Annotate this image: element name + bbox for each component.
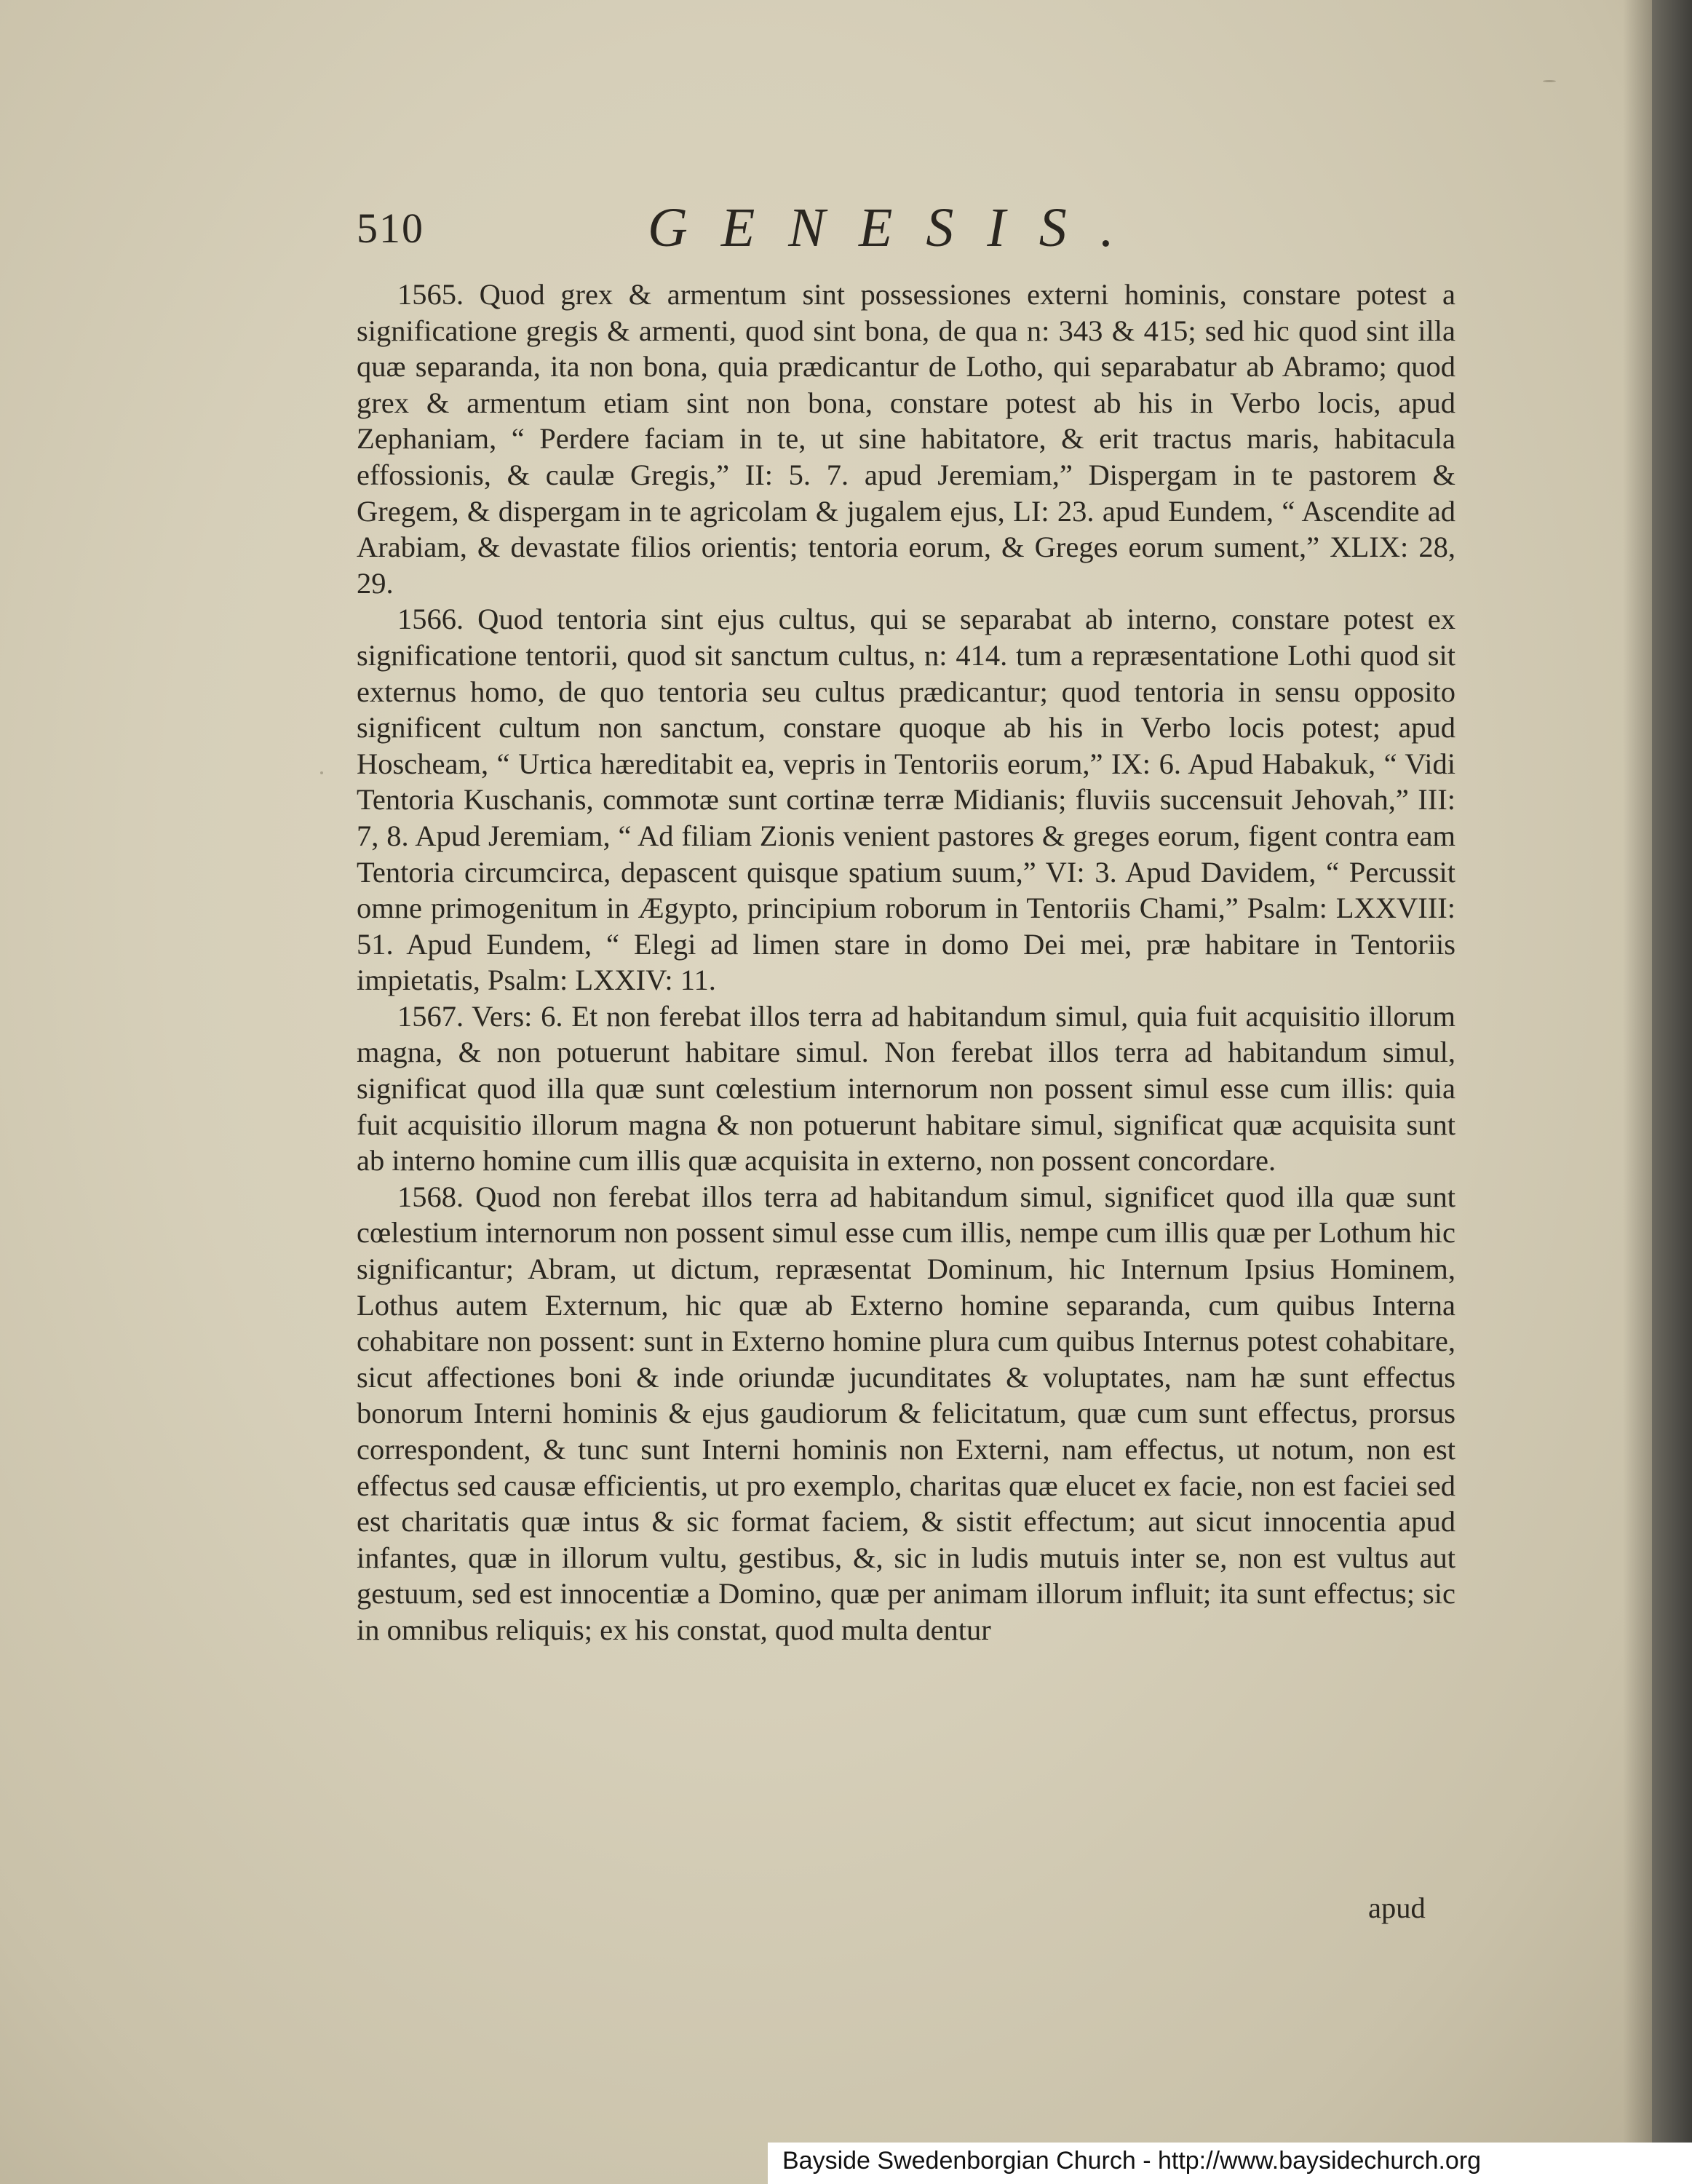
source-footer: Bayside Swedenborgian Church - http://www.baysidechurch.org	[782, 2147, 1482, 2175]
paragraph-1566: 1566. Quod tentoria sint ejus cultus, qui se separabat ab interno, constare potest ex significatione tentorii, quod sit sanctum cultus, n: 414. tum a repræsentatione Lothi quod sit externus homo, de quo tentoria seu cultus prædicantur; quod tentoria in sensu opposito significent cultum non sanctum, constare quoque ab his in Verbo locis potest; apud Hoscheam, “ Urtica hæreditabit ea, vepris in Tentoriis eorum,” IX: 6. Apud Habakuk, “ Vidi Tentoria Kuschanis, commotæ sunt cortinæ terræ Midianis; fluviis succensuit Jehovah,” III: 7, 8. Apud Jeremiam, “ Ad filiam Zionis venient pastores & greges eorum, figent contra eam Tentoria circumcirca, depascent quisque spatium suum,” VI: 3. Apud Davidem, “ Percussit omne primogenitum in Ægypto, principium roborum in Tentoriis Chami,” Psalm: LXXVIII: 51. Apud Eundem, “ Elegi ad limen stare in domo Dei mei, præ habitare in Tentoriis impietatis, Psalm: LXXIV: 11.	[357, 603, 1455, 997]
paragraph-1567: 1567. Vers: 6. Et non ferebat illos terra ad habitandum simul, quia fuit acquisitio illorum magna, & non potuerunt habitare simul. Non ferebat illos terra ad habitandum simul, significat quod illa quæ sunt cœlestium internorum non possent simul esse cum illis: quia fuit acquisitio illorum magna & non potuerunt habitare simul, significat quæ acquisita sunt ab interno homine cum illis quæ acquisita in externo, non possent concordare.	[357, 999, 1455, 1178]
catchword: apud	[1368, 1891, 1426, 1924]
ink-spot	[1543, 80, 1556, 82]
page-edge-shadow	[1623, 0, 1652, 2184]
page-number: 510	[357, 204, 424, 252]
page-header	[357, 196, 1463, 269]
paragraph-1568: 1568. Quod non ferebat illos terra ad habitandum simul, significet quod illa quæ sunt cœlestium internorum non possent simul esse cum illis, nempe cum illis quæ per Lothum hic significantur; Abram, ut dictum, repræsentat Dominum, hic Internum Ipsius Hominem, Lothus autem Externum, hic quæ ab Externo homine separanda, cum quibus Interna cohabitare non possent: sunt in Externo homine plura cum quibus Internus potest cohabitare, sicut affectiones boni & inde oriundæ jucunditates & voluptates, nam hæ sunt effectus bonorum Interni hominis & ejus gaudiorum & felicitatum, quæ cum sunt effectus, prorsus correspondent, & tunc sunt Interni hominis non Externi, nam effectus, ut notum, non est effectus sed causæ efficientis, ut pro exemplo, charitas quæ elucet ex facie, non est faciei sed est charitatis quæ intus & sic format faciem, & sistit effectum; aut sicut innocentia apud infantes, quæ in illorum vultu, gestibus, &, sic in ludis mutuis inter se, non est vultus aut gestuum, sed est innocentiæ a Domino, quæ per animam illorum influit; ita sunt effectus; sic in omnibus reliquis; ex his constat, quod multa dentur	[357, 1180, 1455, 1646]
book-gutter	[1652, 0, 1692, 2184]
running-title: GENESIS.	[648, 197, 1148, 258]
ink-spot	[320, 771, 323, 774]
paragraph-1565: 1565. Quod grex & armentum sint possessiones externi hominis, constare potest a significatione gregis & armenti, quod sint bona, de qua n: 343 & 415; sed hic quod sint illa quæ separanda, ita non bona, quia prædicantur de Lotho, qui separabatur ab Abramo; quod grex & armentum etiam sint non bona, constare potest ab his in Verbo locis, apud Zephaniam, “ Perdere faciam in te, ut sine habitatore, & erit tractus maris, habitacula effossionis, & caulæ Gregis,” II: 5. 7. apud Jeremiam,” Dispergam in te pastorem & Gregem, & dispergam in te agricolam & jugalem ejus, LI: 23. apud Eundem, “ Ascendite ad Arabiam, & devastate filios orientis; tentoria eorum, & Greges eorum sument,” XLIX: 28, 29.	[357, 278, 1455, 600]
text-body	[357, 277, 1455, 1648]
